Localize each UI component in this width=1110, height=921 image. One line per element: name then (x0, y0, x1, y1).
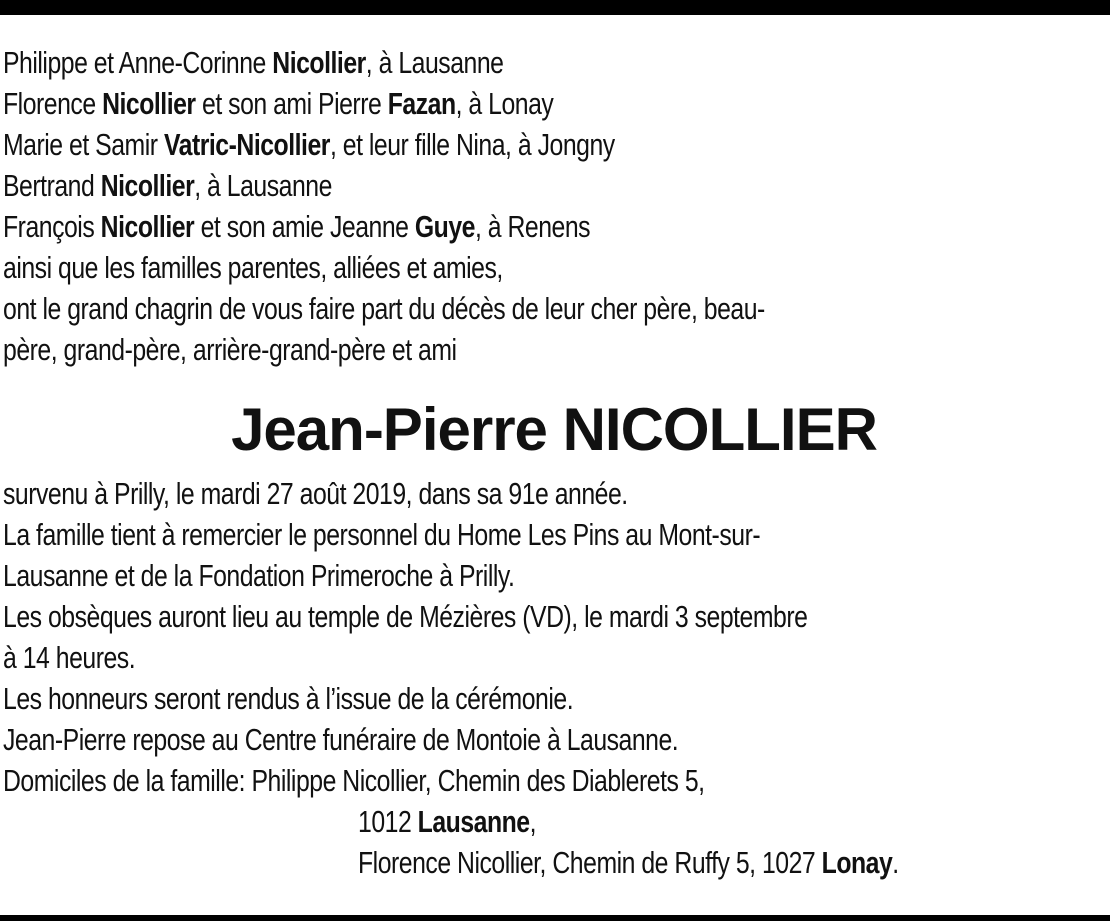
family-line-3 (3, 124, 885, 165)
family-line-text: , à Renens (474, 209, 591, 244)
family-surname: Nicollier (100, 168, 195, 203)
address-2-punct: . (892, 845, 899, 880)
family-surname: Nicollier (102, 86, 196, 121)
family-line-4 (3, 165, 885, 206)
family-surname: Nicollier (100, 209, 195, 244)
partner-surname: Guye (414, 209, 475, 244)
intro-relatives: ainsi que les familles parentes, alliées et amies, (3, 250, 503, 285)
family-line-text: et son ami Pierre (195, 86, 388, 121)
family-line-1 (3, 42, 885, 83)
partner-surname: Fazan (387, 86, 456, 121)
obituary-notice (3, 42, 1105, 883)
top-rule (0, 0, 1110, 15)
funeral-line-2: à 14 heures. (3, 640, 136, 675)
family-line-text: Bertrand (3, 168, 101, 203)
honours-line: Les honneurs seront rendus à l’issue de la cérémonie. (3, 681, 574, 716)
family-line-2 (3, 83, 885, 124)
death-details: survenu à Prilly, le mardi 27 août 2019, dans sa 91e année. (3, 476, 628, 511)
bottom-rule (0, 915, 1110, 921)
address-1: Philippe Nicollier, Chemin des Diablerets 5, (251, 763, 705, 798)
family-line-text: , à Lonay (455, 86, 554, 121)
family-line-text: , à Lausanne (365, 45, 504, 80)
domiciles-line-3 (358, 842, 1110, 883)
domiciles-line-2 (358, 801, 1110, 842)
address-1-zip: 1012 (358, 804, 418, 839)
rest-line: Jean-Pierre repose au Centre funéraire de Montoie à Lausanne. (3, 722, 679, 757)
family-line-text: , et leur fille Nina, à Jongny (329, 127, 615, 162)
address-1-city: Lausanne (417, 804, 530, 839)
family-line-text: François (3, 209, 101, 244)
family-line-text: Florence (3, 86, 103, 121)
domiciles-line-1 (3, 760, 885, 801)
funeral-line-1: Les obsèques auront lieu au temple de Mézières (VD), le mardi 3 septembre (3, 599, 808, 634)
family-surname: Vatric-Nicollier (163, 127, 330, 162)
intro-announcement: ont le grand chagrin de vous faire part du décès de leur cher père, beau- (3, 291, 765, 326)
intro-relationships: père, grand-père, arrière-grand-père et ami (3, 332, 457, 367)
address-1-punct: , (529, 804, 537, 839)
family-line-text: et son amie Jeanne (194, 209, 415, 244)
thanks-line-2: Lausanne et de la Fondation Primeroche à Prilly. (3, 558, 515, 593)
thanks-line-1: La famille tient à remercier le personnel du Home Les Pins au Mont-sur- (3, 517, 761, 552)
deceased-name: Jean-Pierre NICOLLIER (231, 396, 877, 463)
family-line-text: , à Lausanne (194, 168, 332, 203)
family-surname: Nicollier (272, 45, 366, 80)
family-line-text: Marie et Samir (3, 127, 164, 162)
family-line-text: Philippe et Anne-Corinne (3, 45, 273, 80)
address-2: Florence Nicollier, Chemin de Ruffy 5, 1027 (358, 845, 822, 880)
domiciles-label: Domiciles de la famille: (3, 763, 252, 798)
address-2-city: Lonay (821, 845, 893, 880)
family-line-5 (3, 206, 885, 247)
